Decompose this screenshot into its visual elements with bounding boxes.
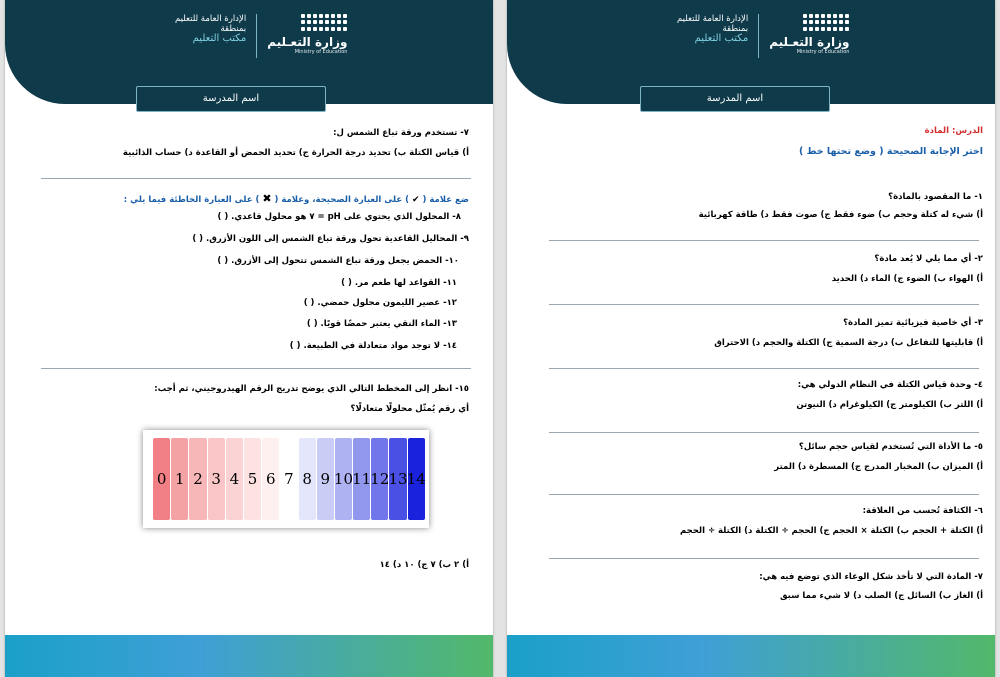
ministry-name-ar: وزارة التعـليم — [267, 35, 348, 49]
ministry-logo — [677, 14, 849, 58]
tf-item-14: ١٤- لا توجد مواد متعادلة في الطبيعة. ( ) — [289, 341, 457, 351]
admin-line-1: الإدارة العامة للتعليم — [677, 14, 749, 24]
lesson-label: الدرس: المادة — [924, 126, 983, 136]
ph-cell-14: 14 — [408, 438, 425, 520]
ph-cell-0: 0 — [153, 438, 170, 520]
tf-instruction-a: ضع علامة ( — [422, 195, 469, 205]
admin-title — [677, 14, 748, 44]
q15-title: ١٥- انظر إلى المخطط التالي الذي يوضح تدريج الرقم الهيدروجيني، ثم أجب: — [154, 384, 469, 394]
divider — [549, 558, 979, 559]
worksheet-page-left — [5, 0, 493, 677]
ph-cell-2: 2 — [189, 438, 206, 520]
divider — [41, 178, 471, 179]
ministry-name-en: Ministry of Education — [796, 49, 850, 55]
worksheet-page-right — [507, 0, 995, 677]
ministry-mark — [267, 14, 347, 55]
divider — [549, 368, 979, 369]
question-1: ١- ما المقصود بالمادة؟ — [888, 192, 983, 202]
ph-cell-10: 10 — [335, 438, 352, 520]
admin-title — [175, 14, 246, 44]
question-6: ٦- الكثافة تُحسب من العلاقة: — [862, 506, 983, 516]
admin-line-2: بمنطقة — [220, 24, 247, 34]
school-name-box: اسم المدرسة — [640, 86, 830, 112]
ph-scale-figure — [143, 430, 429, 528]
divider — [549, 240, 979, 241]
tf-instruction-b: ) على العبارة الصحيحة، وعلامة ( — [274, 195, 409, 205]
ph-cell-6: 6 — [262, 438, 279, 520]
answer-3: أ) قابليتها للتفاعل ب) درجة السمية ج) الكتلة والحجم د) الاحتراق — [714, 338, 983, 348]
question-5: ٥- ما الأداة التي تُستخدم لقياس حجم سائل؟ — [798, 442, 983, 452]
ministry-dots-icon — [299, 14, 347, 32]
question-4: ٤- وحدة قياس الكتلة في النظام الدولي هي: — [797, 380, 983, 390]
divider — [41, 368, 471, 369]
tf-item-9: ٩- المحاليل القاعدية تحول ورقة تباع الشمس إلى اللون الأزرق. ( ) — [192, 234, 469, 244]
school-name-box: اسم المدرسة — [136, 86, 326, 112]
page-footer — [507, 635, 995, 677]
instruction: اختر الإجابة الصحيحة ( وضع تحتها خط ) — [798, 146, 983, 157]
tf-item-11: ١١- القواعد لها طعم مر. ( ) — [341, 278, 457, 288]
answer-7: أ) الغاز ب) السائل ج) الصلب د) لا شيء مما سبق — [779, 591, 983, 601]
question-3: ٣- أي خاصية فيزيائية تميز المادة؟ — [843, 318, 983, 328]
ph-cell-7: 7 — [280, 438, 297, 520]
q15-options: أ) ٢ ب) ٧ ج) ١٠ د) ١٤ — [379, 560, 469, 570]
tf-item-10: ١٠- الحمض يجعل ورقة تباع الشمس تتحول إلى الأزرق. ( ) — [217, 256, 459, 266]
cross-mark-icon: ✖ — [262, 192, 272, 205]
tf-item-13: ١٣- الماء النقي يعتبر حمضًا قويًا. ( ) — [306, 319, 457, 329]
answer-2: أ) الهواء ب) الضوء ج) الماء د) الحديد — [831, 274, 983, 284]
check-mark-icon: ✔ — [411, 195, 420, 205]
ph-cell-8: 8 — [299, 438, 316, 520]
ministry-logo — [175, 14, 347, 58]
admin-line-2: بمنطقة — [722, 24, 749, 34]
ministry-mark — [769, 14, 849, 55]
answer-5: أ) الميزان ب) المخبار المدرج ج) المسطرة د) المتر — [774, 462, 983, 472]
logo-divider — [256, 14, 257, 58]
page-footer — [5, 635, 493, 677]
office-label: مكتب التعليم — [192, 33, 247, 44]
tf-instruction — [124, 192, 469, 205]
ph-cell-9: 9 — [317, 438, 334, 520]
ministry-name-ar: وزارة التعـليم — [769, 35, 850, 49]
question-2: ٢- أي مما يلي لا يُعد مادة؟ — [874, 254, 983, 264]
ph-cell-11: 11 — [353, 438, 370, 520]
ph-cell-13: 13 — [389, 438, 406, 520]
ph-cell-5: 5 — [244, 438, 261, 520]
divider — [549, 494, 979, 495]
q7-options: أ) قياس الكتلة ب) تحديد درجة الحرارة ج) تحديد الحمض أو القاعدة د) حساب الذائبية — [122, 148, 469, 158]
answer-4: أ) اللتر ب) الكيلومتر ج) الكيلوغرام د) النيوتن — [796, 400, 983, 410]
q15-question: أي رقم يُمثّل محلولًا متعادلًا؟ — [350, 404, 469, 414]
ph-cell-1: 1 — [171, 438, 188, 520]
ministry-dots-icon — [801, 14, 849, 32]
q7-title: ٧- تستخدم ورقة تباع الشمس ل: — [333, 128, 469, 138]
office-label: مكتب التعليم — [694, 33, 749, 44]
answer-6: أ) الكتلة + الحجم ب) الكتلة × الحجم ج) الحجم ÷ الكتلة د) الكتلة ÷ الحجم — [679, 526, 983, 536]
tf-item-12: ١٢- عصير الليمون محلول حمضي. ( ) — [303, 298, 457, 308]
logo-divider — [758, 14, 759, 58]
ph-cell-12: 12 — [371, 438, 388, 520]
ph-scale — [153, 438, 425, 520]
ministry-name-en: Ministry of Education — [294, 49, 348, 55]
admin-line-1: الإدارة العامة للتعليم — [175, 14, 247, 24]
answer-1: أ) شيء له كتلة وحجم ب) ضوء فقط ج) صوت فقط د) طاقة كهربائية — [698, 210, 983, 220]
divider — [549, 432, 979, 433]
tf-instruction-c: ) على العبارة الخاطئة فيما يلي : — [123, 195, 260, 205]
ph-cell-3: 3 — [208, 438, 225, 520]
tf-item-8: ٨- المحلول الذي يحتوي على pH = ٧ هو محلول قاعدي. ( ) — [217, 212, 461, 222]
divider — [549, 304, 979, 305]
question-7: ٧- المادة التي لا تأخذ شكل الوعاء الذي توضع فيه هي: — [759, 572, 983, 582]
ph-cell-4: 4 — [226, 438, 243, 520]
